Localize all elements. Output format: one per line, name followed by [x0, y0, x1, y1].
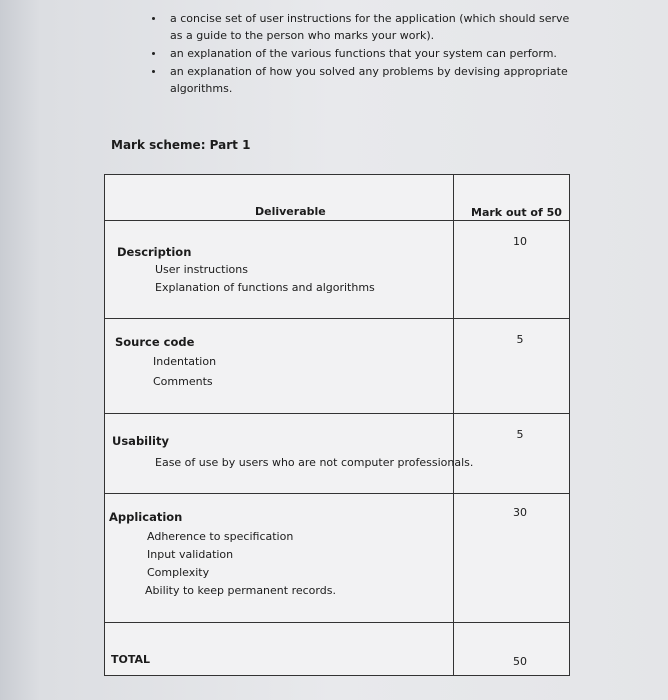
bullet-dot-icon	[152, 70, 155, 73]
bullet-item	[148, 63, 578, 97]
row-item: User instructions	[155, 263, 248, 276]
row-item: Comments	[153, 375, 213, 388]
bullet-item	[148, 10, 578, 44]
bullet-dot-icon	[152, 17, 155, 20]
row-mark: 30	[513, 506, 527, 519]
row-item: Indentation	[153, 355, 217, 368]
table-row	[105, 319, 569, 414]
bullet-text: an explanation of how you solved any problems by devising appropriate algorithms.	[170, 65, 568, 95]
row-item: Input validation	[147, 548, 234, 561]
bullet-item	[148, 45, 578, 62]
table-row	[105, 494, 569, 623]
row-title: Application	[109, 510, 183, 524]
row-mark: 5	[516, 333, 524, 346]
row-title: Usability	[112, 434, 169, 448]
table-header-row	[105, 175, 569, 221]
bullet-text: a concise set of user instructions for the application (which should serve as a guide to the person who marks your work).	[170, 12, 570, 42]
total-mark: 50	[513, 655, 527, 668]
section-heading: Mark scheme: Part 1	[111, 138, 251, 152]
row-item: Explanation of functions and algorithms	[155, 281, 375, 294]
row-item: Adherence to specification	[147, 530, 294, 543]
mark-scheme-table	[104, 174, 570, 676]
bullet-list	[148, 10, 578, 98]
row-item: Complexity	[147, 566, 210, 579]
row-mark: 10	[513, 235, 527, 248]
total-label: TOTAL	[111, 653, 151, 666]
header-mark: Mark out of 50	[471, 206, 562, 219]
table-total-row	[105, 623, 569, 675]
bullet-text: an explanation of the various functions that your system can perform.	[170, 47, 557, 60]
row-title: Source code	[115, 335, 195, 349]
row-mark: 5	[516, 428, 524, 441]
row-item: Ease of use by users who are not computer professionals.	[155, 456, 474, 469]
row-item: Ability to keep permanent records.	[145, 584, 336, 597]
header-deliverable: Deliverable	[255, 205, 326, 218]
bullet-dot-icon	[152, 52, 155, 55]
row-title: Description	[117, 245, 192, 259]
table-row	[105, 221, 569, 319]
table-row	[105, 414, 569, 494]
